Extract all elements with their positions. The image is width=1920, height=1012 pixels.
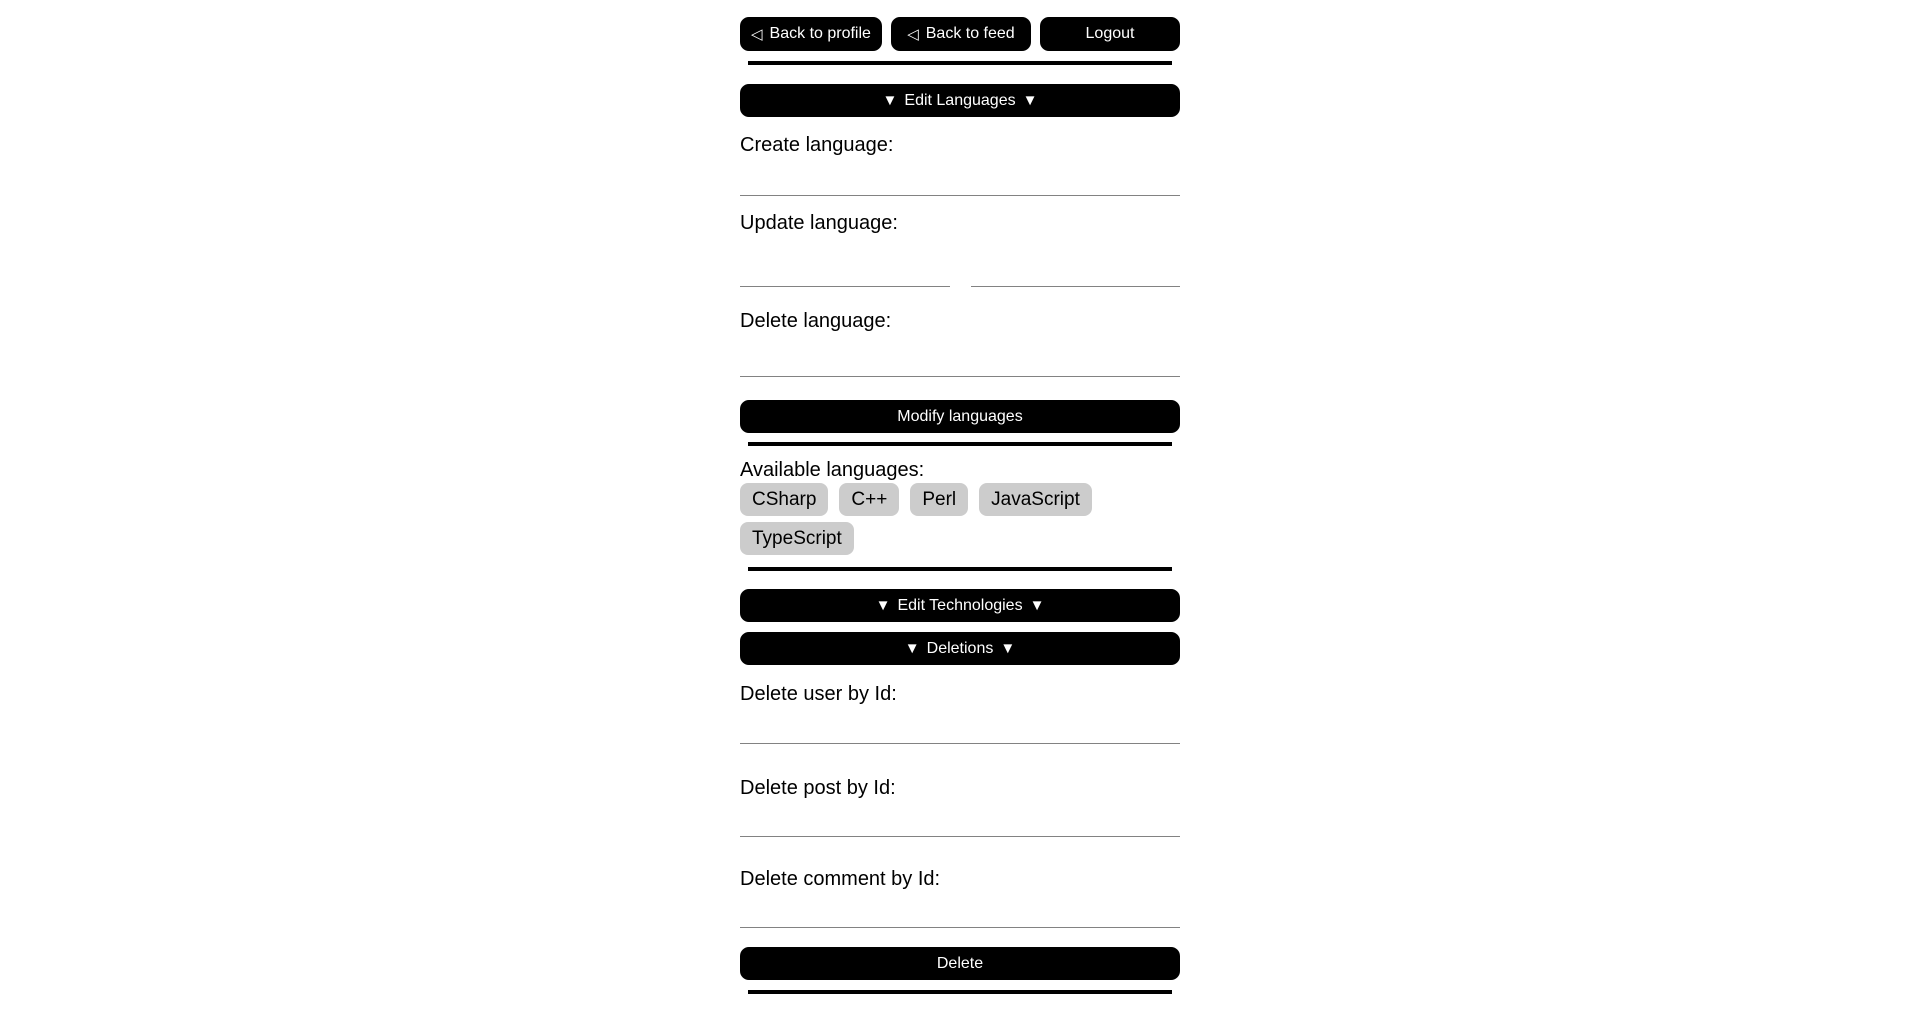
chevron-down-icon: ▼ [1000,640,1016,657]
update-language-old-input[interactable] [740,235,950,287]
available-languages-list [740,483,1180,555]
admin-panel [740,0,1180,994]
edit-technologies-toggle[interactable] [740,589,1180,622]
edit-technologies-toggle-label: Edit Technologies [897,596,1023,614]
modify-languages-label: Modify languages [897,407,1023,425]
delete-user-id-label: Delete user by Id: [740,683,897,705]
delete-post-id-label: Delete post by Id: [740,777,896,799]
language-tag: Perl [910,483,968,516]
chevron-down-icon: ▼ [882,92,898,109]
delete-button[interactable] [740,947,1180,980]
deletions-toggle[interactable] [740,632,1180,665]
chevron-down-icon: ▼ [1022,92,1038,109]
section-divider [748,567,1172,571]
edit-languages-toggle[interactable] [740,84,1180,117]
logout-label: Logout [1085,25,1135,42]
delete-language-input[interactable] [740,333,1180,377]
create-language-label: Create language: [740,134,894,156]
delete-button-label: Delete [936,954,984,972]
language-tag: JavaScript [979,483,1092,516]
chevron-down-icon: ▼ [1029,597,1045,614]
chevron-down-icon: ▼ [875,597,891,614]
section-divider [748,61,1172,65]
delete-comment-id-label: Delete comment by Id: [740,868,941,890]
deletions-toggle-label: Deletions [926,639,994,657]
top-button-row [740,17,1180,51]
chevron-down-icon: ▼ [904,640,920,657]
section-divider [748,990,1172,994]
modify-languages-button[interactable] [740,400,1180,433]
logout-button[interactable] [1040,17,1180,51]
back-triangle-icon: ◁ [907,25,919,43]
back-triangle-icon: ◁ [751,25,763,43]
back-to-profile-button[interactable] [740,17,882,51]
language-tag: CSharp [740,483,828,516]
delete-post-id-input[interactable] [740,800,1180,837]
language-tag: TypeScript [740,522,854,555]
available-languages-label: Available languages: [740,459,925,481]
language-tag: C++ [839,483,899,516]
update-language-label: Update language: [740,212,898,234]
back-to-profile-label: Back to profile [769,25,871,42]
section-divider [748,442,1172,446]
update-language-row [740,235,1180,287]
update-language-new-input[interactable] [971,235,1181,287]
delete-language-label: Delete language: [740,310,892,332]
back-to-feed-label: Back to feed [925,25,1015,42]
delete-comment-id-input[interactable] [740,891,1180,928]
delete-user-id-input[interactable] [740,706,1180,744]
edit-languages-toggle-label: Edit Languages [904,91,1016,109]
create-language-input[interactable] [740,157,1180,196]
back-to-feed-button[interactable] [891,17,1031,51]
